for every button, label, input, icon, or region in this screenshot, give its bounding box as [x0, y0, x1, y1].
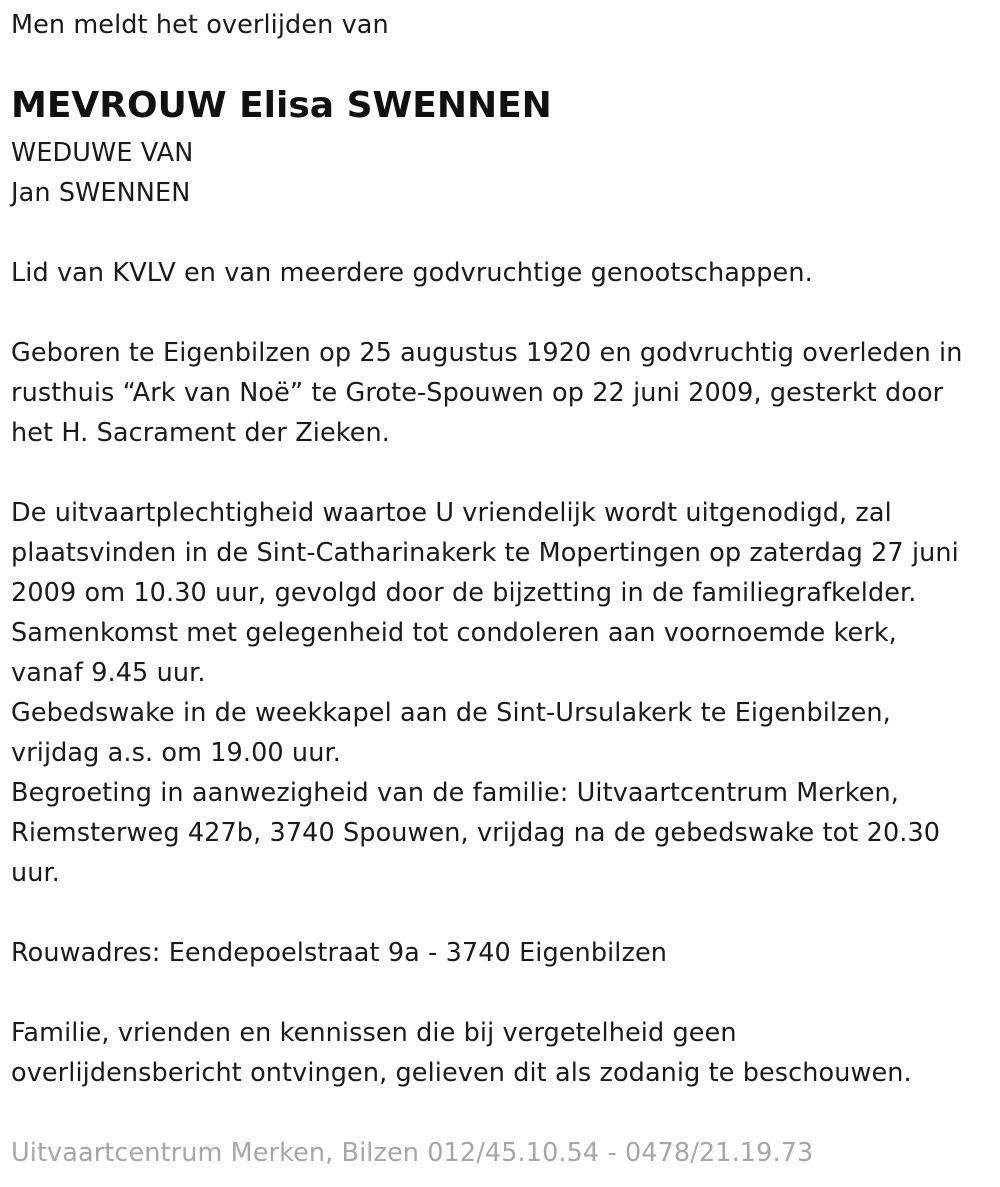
funeral-line: Begroeting in aanwezigheid van de familie: Uitvaartcentrum Merken,	[11, 778, 899, 808]
birth-death-line: Geboren te Eigenbilzen op 25 augustus 1920 en godvruchtig overleden in	[11, 338, 963, 368]
membership-text: Lid van KVLV en van meerdere godvruchtige genootschappen.	[11, 258, 813, 288]
funeral-line: uur.	[11, 858, 60, 888]
mourning-address: Rouwadres: Eendepoelstraat 9a - 3740 Eigenbilzen	[11, 938, 668, 968]
intro-text: Men meldt het overlijden van	[11, 10, 389, 40]
birth-death-line: het H. Sacrament der Zieken.	[11, 418, 390, 448]
funeral-line: plaatsvinden in de Sint-Catharinakerk te Mopertingen op zaterdag 27 juni	[11, 538, 959, 568]
birth-death-paragraph	[11, 333, 963, 453]
mourning-address-block	[11, 933, 667, 973]
widow-label: WEDUWE VAN	[11, 138, 194, 168]
birth-death-line: rusthuis “Ark van Noë” te Grote-Spouwen op 22 juni 2009, gesterkt door	[11, 378, 944, 408]
funeral-line: Samenkomst met gelegenheid tot condoleren aan voornoemde kerk,	[11, 618, 897, 648]
funeral-line: vanaf 9.45 uur.	[11, 658, 206, 688]
funeral-line: 2009 om 10.30 uur, gevolgd door de bijzetting in de familiegrafkelder.	[11, 578, 917, 608]
funeral-line: Riemsterweg 427b, 3740 Spouwen, vrijdag na de gebedswake tot 20.30	[11, 818, 941, 848]
funeral-line: vrijdag a.s. om 19.00 uur.	[11, 738, 341, 768]
deceased-name: MEVROUW Elisa SWENNEN	[11, 85, 552, 126]
funeral-home-footer: Uitvaartcentrum Merken, Bilzen 012/45.10.54 - 0478/21.19.73	[11, 1138, 814, 1168]
family-note-line: Familie, vrienden en kennissen die bij vergetelheid geen	[11, 1018, 737, 1048]
membership-block	[11, 253, 813, 293]
widow-block	[11, 133, 193, 213]
spouse-name: Jan SWENNEN	[11, 178, 191, 208]
funeral-line: De uitvaartplechtigheid waartoe U vriendelijk wordt uitgenodigd, zal	[11, 498, 892, 528]
funeral-line: Gebedswake in de weekkapel aan de Sint-Ursulakerk te Eigenbilzen,	[11, 698, 891, 728]
funeral-paragraph	[11, 493, 959, 893]
family-note-paragraph	[11, 1013, 912, 1093]
family-note-line: overlijdensbericht ontvingen, gelieven dit als zodanig te beschouwen.	[11, 1058, 912, 1088]
